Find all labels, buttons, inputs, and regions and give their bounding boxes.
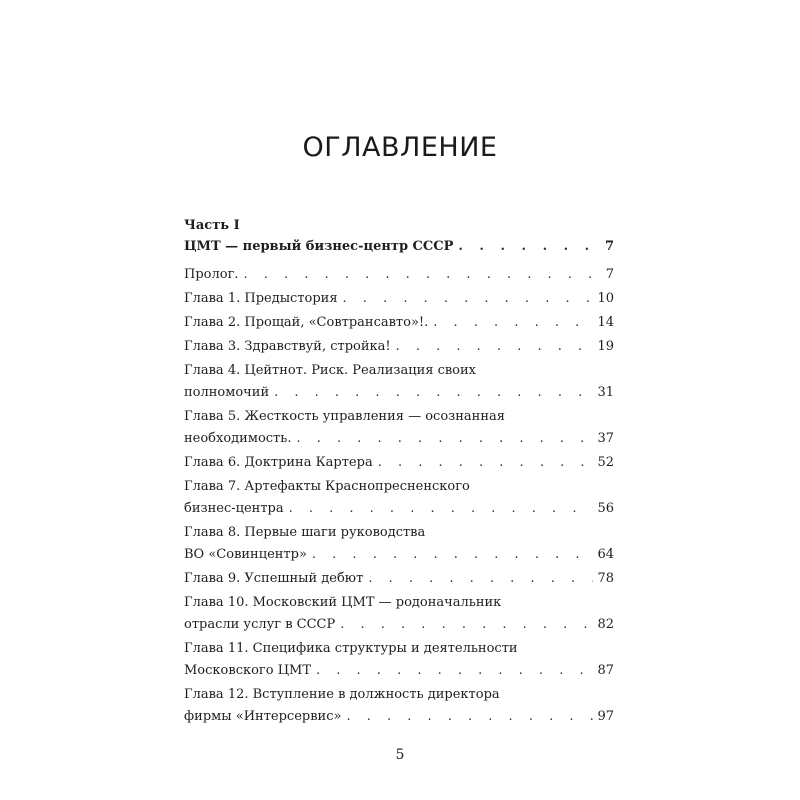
dot-leader xyxy=(368,568,593,590)
toc-entry xyxy=(184,638,614,682)
entry-title-line: полномочий xyxy=(184,385,270,400)
page-folio: 5 xyxy=(395,747,405,763)
entry-title-line: отрасли услуг в СССР xyxy=(184,617,336,632)
dot-leader xyxy=(312,544,594,566)
dot-leader xyxy=(289,498,594,520)
toc-entry xyxy=(184,264,614,286)
part-title: ЦМТ — первый бизнес-центр СССР xyxy=(184,239,454,254)
toc-entry xyxy=(184,568,614,590)
entry-title-line: Пролог. xyxy=(184,267,239,282)
dot-leader xyxy=(343,288,594,310)
entry-title-line: Глава 8. Первые шаги руководства xyxy=(184,525,426,540)
page-number: 56 xyxy=(597,501,614,516)
dot-leader xyxy=(346,706,593,728)
entry-title-line: Глава 2. Прощай, «Совтрансавто»!. xyxy=(184,315,429,330)
page-number: 31 xyxy=(597,385,614,400)
toc-entry xyxy=(184,312,614,334)
entry-title-line: Глава 11. Специфика структуры и деятельности xyxy=(184,641,518,656)
dot-leader xyxy=(274,382,593,404)
page-number: 52 xyxy=(597,455,614,470)
page-number: 7 xyxy=(605,267,614,282)
part-label: Часть I xyxy=(184,218,240,233)
entry-title-line: Глава 5. Жесткость управления — осознанная xyxy=(184,409,505,424)
page-number: 97 xyxy=(597,709,614,724)
entry-title-line: Глава 6. Доктрина Картера xyxy=(184,455,373,470)
table-of-contents xyxy=(184,216,614,730)
toc-entry xyxy=(184,684,614,728)
page-number: 14 xyxy=(597,315,614,330)
dot-leader xyxy=(296,428,593,450)
dot-leader xyxy=(378,452,594,474)
entry-title-line: фирмы «Интерсервис» xyxy=(184,709,342,724)
page-number: 87 xyxy=(597,663,614,678)
toc-entry xyxy=(184,592,614,636)
entry-title-line: Глава 7. Артефакты Краснопресненского xyxy=(184,479,470,494)
toc-entry xyxy=(184,522,614,566)
page-number: 78 xyxy=(597,571,614,586)
entry-title-line: Глава 1. Предыстория xyxy=(184,291,338,306)
entry-title-line: необходимость. xyxy=(184,431,292,446)
dot-leader xyxy=(316,660,593,682)
toc-entries xyxy=(184,264,614,728)
toc-entry xyxy=(184,406,614,450)
toc-entry xyxy=(184,288,614,310)
page-number: 7 xyxy=(604,239,614,254)
entry-title-line: Глава 9. Успешный дебют xyxy=(184,571,364,586)
toc-entry xyxy=(184,336,614,358)
entry-title-line: Глава 12. Вступление в должность директора xyxy=(184,687,500,702)
page-number: 37 xyxy=(597,431,614,446)
entry-title-line: ВО «Совинцентр» xyxy=(184,547,307,562)
toc-part-entry xyxy=(184,216,614,258)
dot-leader xyxy=(396,336,594,358)
toc-entry xyxy=(184,360,614,404)
entry-title-line: Глава 4. Цейтнот. Риск. Реализация своих xyxy=(184,363,477,378)
entry-title-line: Московского ЦМТ xyxy=(184,663,312,678)
page-number: 10 xyxy=(597,291,614,306)
entry-title-line: Глава 3. Здравствуй, стройка! xyxy=(184,339,391,354)
toc-entry xyxy=(184,476,614,520)
entry-title-line: Глава 10. Московский ЦМТ — родоначальник xyxy=(184,595,502,610)
dot-leader xyxy=(433,312,593,334)
entry-title-line: бизнес-центра xyxy=(184,501,284,516)
dot-leader xyxy=(244,264,602,286)
dot-leader xyxy=(458,236,601,258)
page-number: 82 xyxy=(597,617,614,632)
contents-heading: ОГЛАВЛЕНИЕ xyxy=(302,132,498,163)
dot-leader xyxy=(340,614,593,636)
page-number: 64 xyxy=(597,547,614,562)
toc-entry xyxy=(184,452,614,474)
page-number: 19 xyxy=(597,339,614,354)
